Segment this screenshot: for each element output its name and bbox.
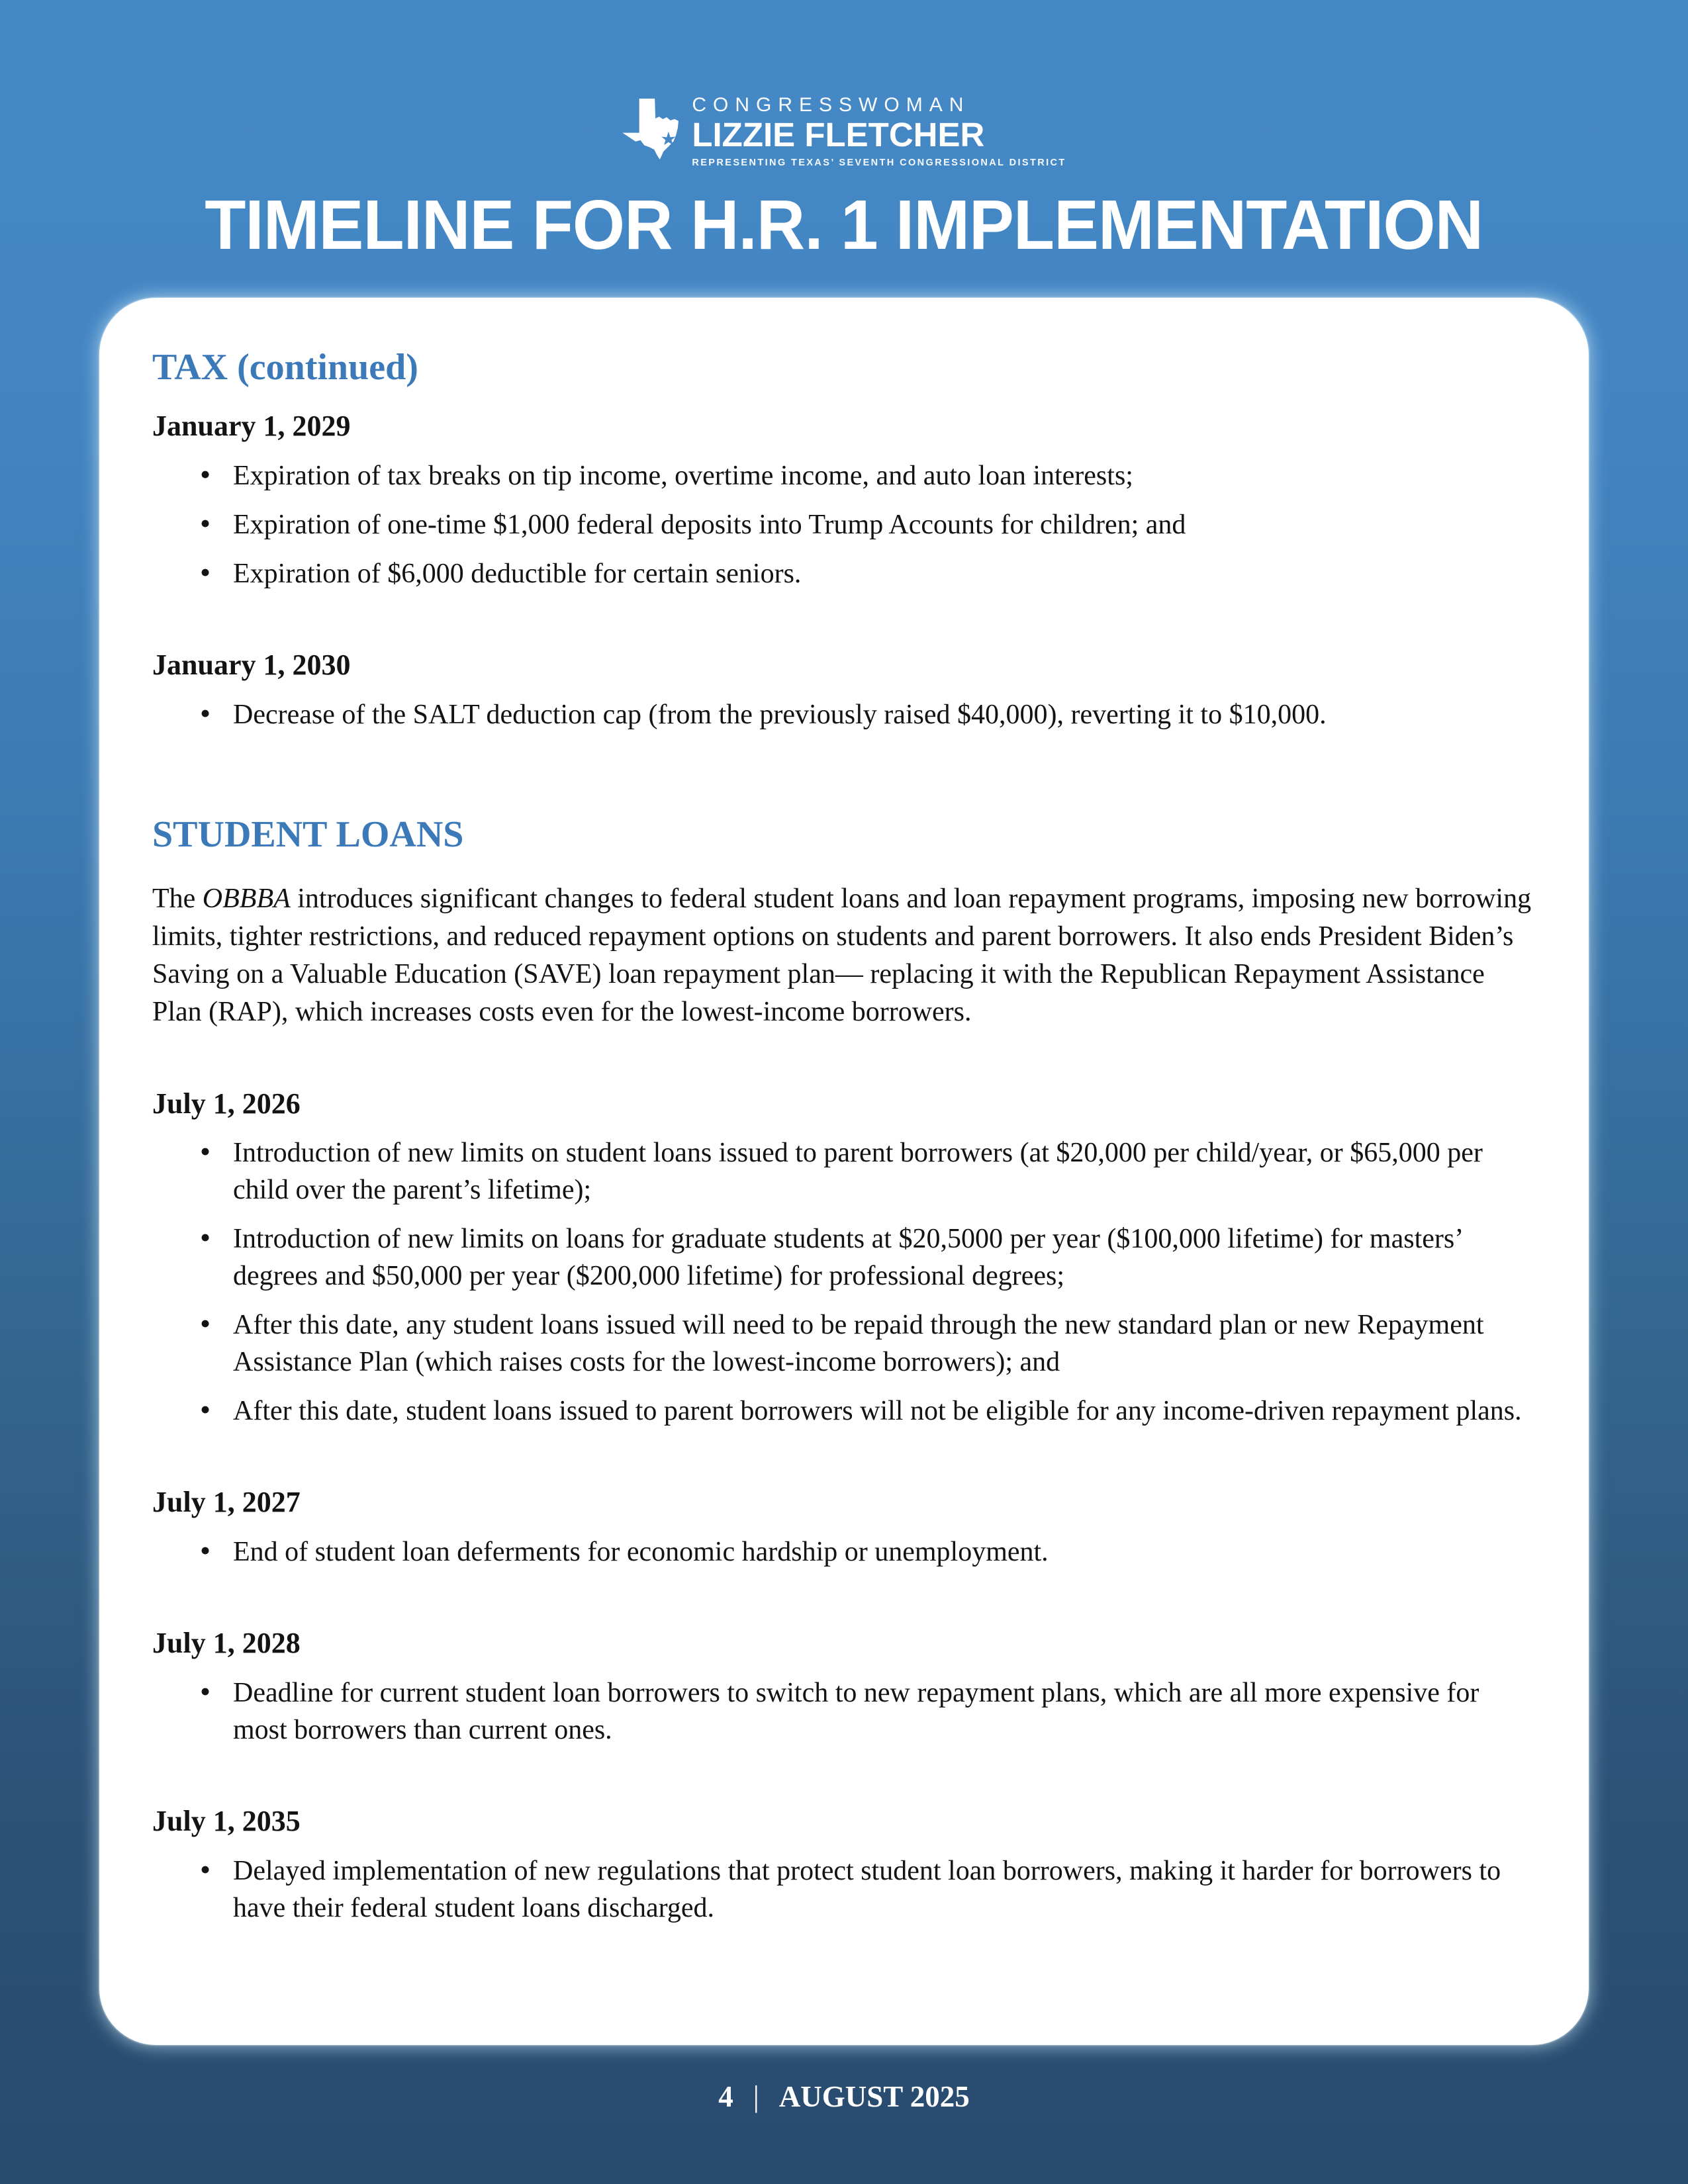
bullet-item: • Decrease of the SALT deduction cap (from the previously raised $40,000), reverting it to $10,000. bbox=[152, 696, 1536, 733]
footer-page-number: 4 bbox=[718, 2080, 733, 2113]
logo-congresswoman-label: CONGRESSWOMAN bbox=[692, 94, 970, 116]
date-heading: July 1, 2035 bbox=[152, 1804, 301, 1837]
section-intro: The OBBBA introduces significant changes to federal student loans and loan repayment programs, imposing new borrowing limits, tighter restrictions, and reduced repayment options on students and parent borrowers. It also ends President Biden’s Saving on a Valuable Education (SAVE) loan repayment plan— replacing it with the Republican Repayment Assistance Plan (RAP), which increases costs even for the lowest-income borrowers. bbox=[152, 883, 1532, 1027]
texas-icon bbox=[622, 98, 684, 160]
bullet-list bbox=[152, 457, 1536, 592]
footer-date: AUGUST 2025 bbox=[778, 2080, 970, 2113]
page-title bbox=[0, 186, 1688, 264]
bullet-item: • After this date, any student loans issued will need to be repaid through the new standard plan or new Repayment Assistance Plan (which raises costs for the lowest-income borrowers); and bbox=[152, 1306, 1536, 1381]
bullet-list bbox=[152, 696, 1536, 733]
page-title-text: TIMELINE FOR H.R. 1 IMPLEMENTATION bbox=[205, 186, 1483, 264]
congresswoman-logo bbox=[622, 95, 1066, 168]
bullet-item: • Expiration of tax breaks on tip income, overtime income, and auto loan interests; bbox=[152, 457, 1536, 494]
bullet-item: • Introduction of new limits on loans for graduate students at $20,5000 per year ($100,000 lifetime) for masters’ degrees and $50,000 per year ($200,000 lifetime) for professional degrees; bbox=[152, 1220, 1536, 1295]
bullet-item: • Expiration of one-time $1,000 federal deposits into Trump Accounts for children; and bbox=[152, 506, 1536, 543]
sections bbox=[152, 344, 1536, 1927]
date-heading: July 1, 2027 bbox=[152, 1486, 301, 1519]
bullet-item: • End of student loan deferments for economic hardship or unemployment. bbox=[152, 1533, 1536, 1570]
section-heading: STUDENT LOANS bbox=[152, 813, 464, 855]
logo-tagline: REPRESENTING TEXAS’ SEVENTH CONGRESSIONAL DISTRICT bbox=[692, 158, 1066, 169]
bullet-item: • Expiration of $6,000 deductible for certain seniors. bbox=[152, 555, 1536, 592]
bullet-item: • Delayed implementation of new regulations that protect student loan borrowers, making it harder for borrowers to have their federal student loans discharged. bbox=[152, 1852, 1536, 1927]
page-footer bbox=[0, 2079, 1688, 2114]
date-heading: January 1, 2029 bbox=[152, 410, 351, 442]
bullet-list bbox=[152, 1134, 1536, 1430]
date-heading: July 1, 2028 bbox=[152, 1627, 301, 1660]
logo-text bbox=[692, 95, 1066, 168]
bullet-list bbox=[152, 1674, 1536, 1749]
section-heading: TAX (continued) bbox=[152, 347, 418, 388]
bullet-list bbox=[152, 1852, 1536, 1927]
date-heading: January 1, 2030 bbox=[152, 648, 351, 681]
footer-separator: | bbox=[753, 2080, 759, 2113]
bullet-item: • Introduction of new limits on student loans issued to parent borrowers (at $20,000 per child/year, or $65,000 per child over the parent’s lifetime); bbox=[152, 1134, 1536, 1208]
bullet-list bbox=[152, 1533, 1536, 1570]
act-abbreviation: OBBBA bbox=[202, 883, 291, 914]
content-card bbox=[99, 298, 1589, 2045]
bullet-item: • Deadline for current student loan borrowers to switch to new repayment plans, which are all more expensive for most borrowers than current ones. bbox=[152, 1674, 1536, 1749]
masthead bbox=[0, 0, 1688, 298]
logo-name-label: LIZZIE FLETCHER bbox=[692, 116, 985, 154]
date-heading: July 1, 2026 bbox=[152, 1087, 301, 1120]
bullet-item: • After this date, student loans issued to parent borrowers will not be eligible for any income-driven repayment plans. bbox=[152, 1392, 1536, 1430]
